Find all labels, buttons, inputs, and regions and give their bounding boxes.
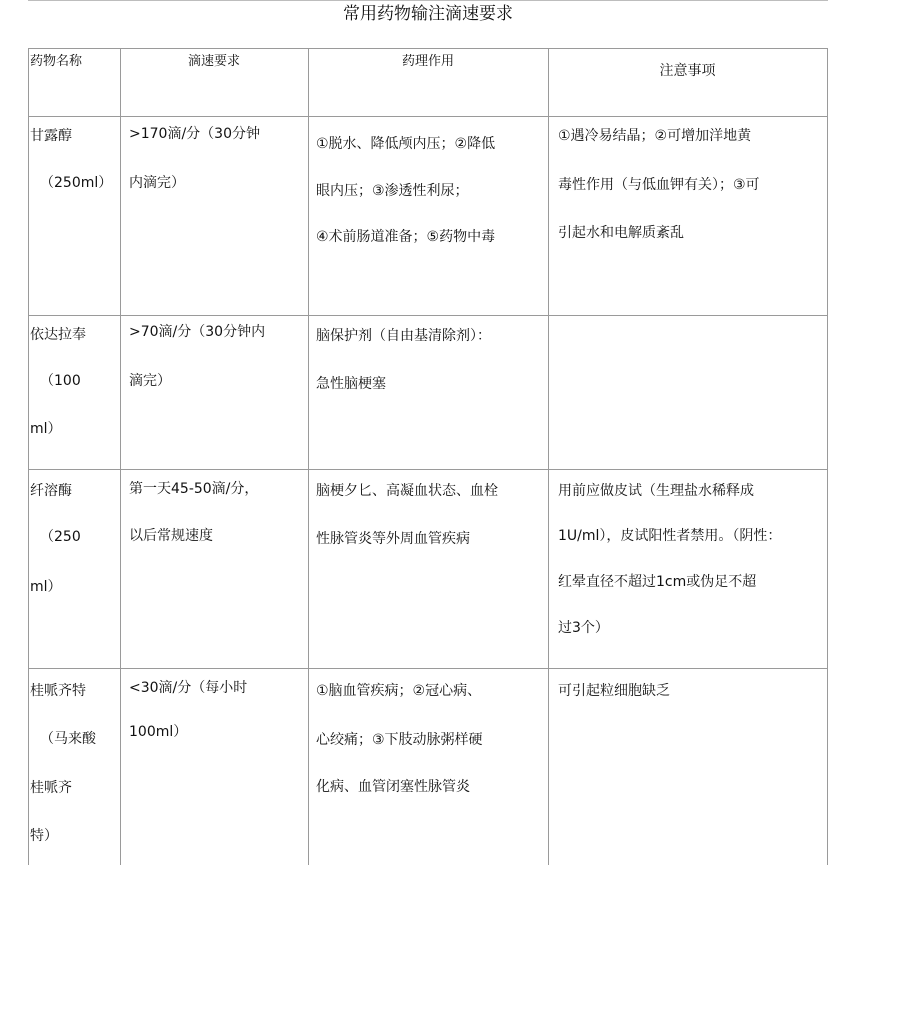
pharmacology: ①脱水、降低颅内压；②降低 xyxy=(316,136,496,152)
pharmacology: 化病、血管闭塞性脉管炎 xyxy=(316,779,470,795)
pharmacology: 脑梗夕匕、高凝血状态、血栓 xyxy=(316,483,498,499)
pharmacology: 心绞痛；③下肢动脉粥样硬 xyxy=(316,732,483,748)
header-drip-rate: 滴速要求 xyxy=(187,54,240,69)
drug-name: 特） xyxy=(30,828,58,844)
drip-rate: >170滴/分（30分钟 xyxy=(129,126,260,142)
notes: 1U/ml），皮试阳性者禁用。（阴性： xyxy=(558,528,782,544)
col-divider xyxy=(120,48,121,865)
notes: 毒性作用（与低血钾有关）；③可 xyxy=(558,177,760,193)
notes: 红晕直径不超过1cm或伪足不超 xyxy=(558,574,757,590)
drip-rate: 内滴完） xyxy=(129,175,185,191)
drug-name: （250 xyxy=(40,529,81,545)
drip-rate: <30滴/分（每小时 xyxy=(129,680,248,696)
drug-name: ml） xyxy=(30,579,62,595)
drug-name: 桂哌齐 xyxy=(30,780,72,796)
header-notes: 注意事项 xyxy=(659,63,716,79)
header-drug-name: 药物名称 xyxy=(30,54,83,69)
table-top-border xyxy=(28,48,828,49)
col-divider xyxy=(308,48,309,865)
drug-name: （100 xyxy=(40,373,81,389)
drug-name: （马来酸 xyxy=(40,731,96,747)
drip-rate: 第一天45-50滴/分， xyxy=(129,481,259,497)
notes: 用前应做皮试（生理盐水稀释成 xyxy=(558,483,754,499)
row-divider xyxy=(28,668,828,669)
row-divider xyxy=(28,469,828,470)
drip-rate: >70滴/分（30分钟内 xyxy=(129,324,266,340)
col-divider xyxy=(28,48,29,865)
pharmacology: 眼内压；③渗透性利尿； xyxy=(316,183,469,199)
notes: 可引起粒细胞缺乏 xyxy=(558,683,670,699)
drip-rate: 100ml） xyxy=(129,724,188,740)
row-divider xyxy=(28,116,828,117)
drug-name: （250ml） xyxy=(40,175,113,191)
page-title: 常用药物输注滴速要求 xyxy=(343,4,513,24)
drug-name: 纤溶酶 xyxy=(30,483,72,499)
col-divider xyxy=(827,48,828,865)
pharmacology: ①脑血管疾病；②冠心病、 xyxy=(316,683,482,699)
pharmacology: 急性脑梗塞 xyxy=(316,376,386,392)
col-divider xyxy=(548,48,549,865)
pharmacology: 性脉管炎等外周血管疾病 xyxy=(316,531,470,547)
drug-name: 依达拉奉 xyxy=(30,327,86,343)
drug-name: ml） xyxy=(30,421,62,437)
notes: 引起水和电解质紊乱 xyxy=(558,225,684,241)
row-divider xyxy=(28,315,828,316)
pharmacology: 脑保护剂（自由基清除剂）： xyxy=(316,328,491,344)
notes: 过3个） xyxy=(558,620,609,636)
drug-name: 桂哌齐特 xyxy=(30,683,86,699)
pharmacology: ④术前肠道准备；⑤药物中毒 xyxy=(316,229,496,245)
drip-rate: 以后常规速度 xyxy=(129,528,213,544)
drip-rate: 滴完） xyxy=(129,373,171,389)
notes: ①遇冷易结晶；②可增加洋地黄 xyxy=(558,128,752,144)
header-pharmacology: 药理作用 xyxy=(401,54,454,69)
top-rule xyxy=(28,0,828,1)
drug-name: 甘露醇 xyxy=(30,128,72,144)
